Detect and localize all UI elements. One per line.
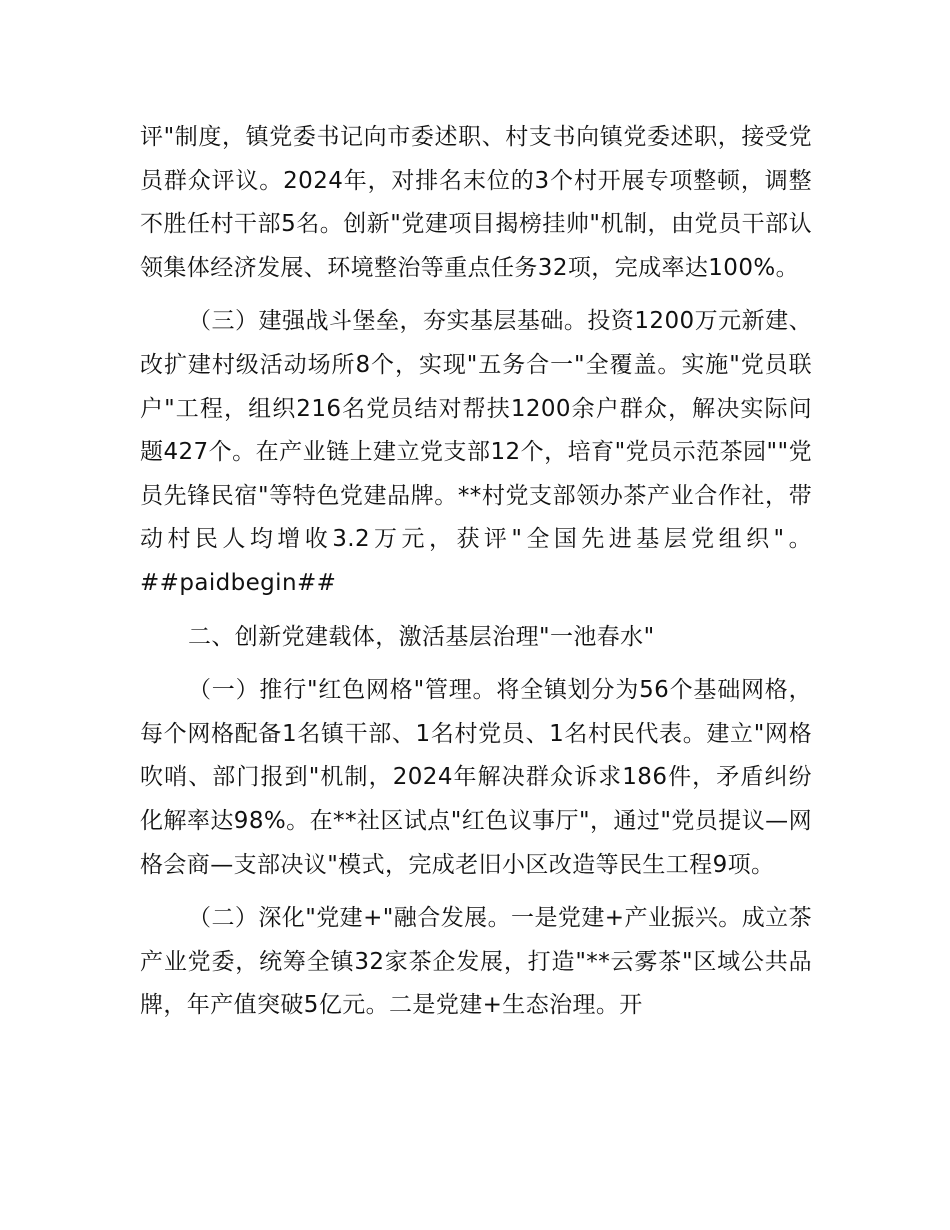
paragraph-subsection-two: （二）深化"党建+"融合发展。一是党建+产业振兴。成立茶产业党委，统筹全镇32家茶企发展，打造"**云雾茶"区域公共品牌，年产值突破5亿元。二是党建+生态治理。开 (140, 905, 812, 1019)
paragraph-subsection-one: （一）推行"红色网格"管理。将全镇划分为56个基础网格，每个网格配备1名镇干部、1名村党员、1名村民代表。建立"网格吹哨、部门报到"机制，2024年解决群众诉求186件，矛盾纠纷化解率达98%。在**社区试点"红色议事厅"，通过"党员提议—网格会商—支部决议"模式，完成老旧小区改造等民生工程9项。 (140, 677, 812, 878)
paragraph-section-three: （三）建强战斗堡垒，夯实基层基础。投资1200万元新建、改扩建村级活动场所8个，实现"五务合一"全覆盖。实施"党员联户"工程，组织216名党员结对帮扶1200余户群众，解决实际问题427个。在产业链上建立党支部12个，培育"党员示范茶园""党员先锋民宿"等特色党建品牌。**村党支部领办茶产业合作社，带动村民人均增收3.2万元，获评"全国先进基层党组织"。##paidbegin## (140, 308, 812, 596)
document-body (140, 116, 812, 1038)
section-heading-two: 二、创新党建载体，激活基层治理"一池春水" (188, 623, 655, 650)
paragraph-continuation: 评"制度，镇党委书记向市委述职、村支书向镇党委述职，接受党员群众评议。2024年，对排名末位的3个村开展专项整顿，调整不胜任村干部5名。创新"党建项目揭榜挂帅"机制，由党员干部认领集体经济发展、环境整治等重点任务32项，完成率达100%。 (140, 124, 812, 281)
